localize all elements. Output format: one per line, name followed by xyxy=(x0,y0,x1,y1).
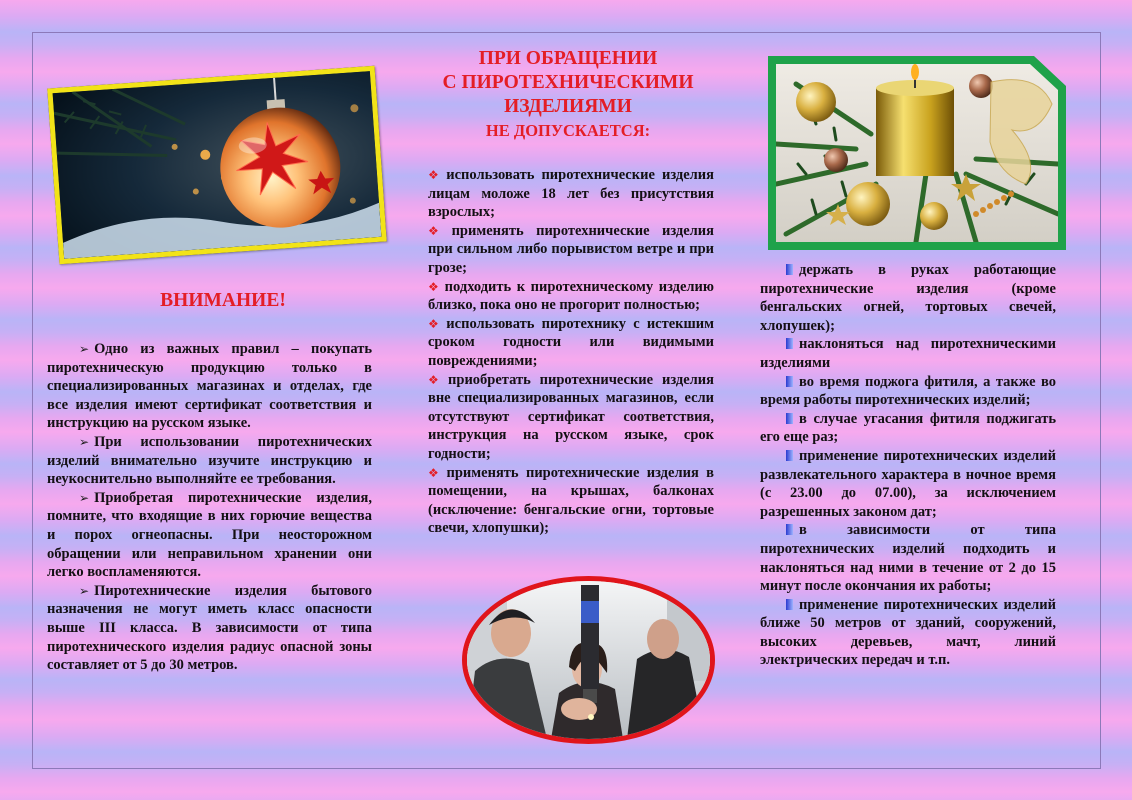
gold-ball xyxy=(920,202,948,230)
candle-flame xyxy=(911,64,919,80)
arrowhead-bullet-icon: ➢ xyxy=(79,434,90,449)
list-item-text: применение пиротехнических изделий ближе 50 метров от зданий, сооружений, высоких деревьев, мачт, линий электрических передач и т.п. xyxy=(760,596,1056,669)
list-item xyxy=(428,464,714,538)
list-item-text: При использовании пиротехнических изделий внимательно изучите инструкцию и неукоснительно выполняйте ее требования. xyxy=(47,433,372,488)
gold-ball xyxy=(846,182,890,226)
diamond-bullet-icon: ❖ xyxy=(428,316,443,331)
arrowhead-bullet-icon: ➢ xyxy=(79,490,90,505)
blue-square-bullet-icon xyxy=(786,413,793,424)
ornament-photo xyxy=(47,66,386,264)
heading-line: С ПИРОТЕХНИЧЕСКИМИ xyxy=(442,72,694,93)
gold-ball xyxy=(796,82,836,122)
list-item xyxy=(428,278,714,315)
people-illustration xyxy=(467,581,710,739)
diamond-bullet-icon: ❖ xyxy=(428,372,445,387)
firework-people-photo xyxy=(462,576,715,744)
bronze-ball xyxy=(969,74,993,98)
firework-rocket xyxy=(581,585,599,689)
blue-square-bullet-icon xyxy=(786,264,793,275)
heading-line: ПРИ ОБРАЩЕНИИ xyxy=(478,48,658,69)
blue-square-bullet-icon xyxy=(786,450,793,461)
heading-line: ИЗДЕЛИЯМИ xyxy=(504,96,632,117)
blue-square-bullet-icon xyxy=(786,376,793,387)
list-item xyxy=(47,433,372,489)
rocket-label xyxy=(581,601,599,623)
list-item xyxy=(47,582,372,675)
arrowhead-bullet-icon: ➢ xyxy=(79,342,90,356)
list-item xyxy=(760,596,1056,670)
list-item-text: использовать пиротехнические изделия лицам моложе 18 лет без присутствия взрослых; xyxy=(428,167,714,221)
list-item-text: в случае угасания фитиля поджигать его еще раз; xyxy=(760,410,1056,446)
gold-candle xyxy=(876,88,954,176)
list-item xyxy=(47,340,372,433)
prohibited-heading xyxy=(418,47,718,143)
list-item xyxy=(428,371,714,464)
list-item-text: приобретать пиротехнические изделия вне специализированных магазинов, если отсутствуют сертификат соответствия, инструкция на русском языке, срок годности; xyxy=(428,371,714,462)
diamond-bullet-icon: ❖ xyxy=(428,279,441,294)
list-item-text: подходить к пиротехническому изделию близко, пока оно не прогорит полностью; xyxy=(428,278,714,314)
list-item xyxy=(760,410,1056,447)
diamond-bullet-icon: ❖ xyxy=(428,223,448,238)
bronze-ball xyxy=(824,148,848,172)
person-right-face xyxy=(647,619,679,659)
diamond-bullet-icon: ❖ xyxy=(428,465,443,480)
list-item-text: держать в руках работающие пиротехнические изделия (кроме бенгальских огней, тортовых свечей, хлопушек); xyxy=(760,262,1056,334)
list-item xyxy=(47,489,372,582)
attention-heading: ВНИМАНИЕ! xyxy=(160,290,286,311)
spark xyxy=(588,714,594,720)
list-item-text: применять пиротехнические изделия при сильном либо порывистом ветре и при грозе; xyxy=(428,222,714,276)
list-item xyxy=(428,315,714,371)
list-item-text: в зависимости от типа пиротехнических изделий подходить и наклоняться над ними в течение от 2 до 15 минут после окончания их работы; xyxy=(760,522,1056,595)
diamond-bullet-icon: ❖ xyxy=(428,168,443,182)
list-item-text: Пиротехнические изделия бытового назначения не могут иметь класс опасности выше III класса. В зависимости от типа пиротехнического изделия радиус опасной зоны составляет от 5 до 30 метров. xyxy=(47,582,372,674)
list-item xyxy=(760,521,1056,595)
blue-square-bullet-icon xyxy=(786,524,793,535)
list-item-text: использовать пиротехнику с истекшим сроком годности или видимыми повреждениями; xyxy=(428,315,714,369)
candle-photo xyxy=(768,56,1066,250)
arrowhead-bullet-icon: ➢ xyxy=(79,583,90,598)
list-item xyxy=(760,447,1056,521)
list-item-text: Одно из важных правил – покупать пиротехническую продукцию только в специализированных магазинах и отделах, где все изделия имеют сертификат соответствия и инструкцию на русском языке. xyxy=(47,341,372,432)
list-item-text: применение пиротехнических изделий развлекательного характера в ночное время (с 23.00 до 07.00), за исключением разрешенных законом дат; xyxy=(760,447,1056,520)
list-item xyxy=(760,335,1056,372)
list-item xyxy=(760,261,1056,335)
heading-subline: НЕ ДОПУСКАЕТСЯ: xyxy=(485,121,651,140)
blue-square-bullet-icon xyxy=(786,338,793,349)
list-item-text: применять пиротехнические изделия в помещении, на крышах, балконах (исключение: бенгальские огни, тортовые свечи, хлопушки); xyxy=(428,464,714,537)
list-item-text: Приобретая пиротехнические изделия, помните, что входящие в них горючие вещества и порох огнеопасны. При неосторожном обращении или неправильном хранении они легко воспламеняются. xyxy=(47,489,372,581)
list-item xyxy=(428,222,714,278)
list-item xyxy=(760,373,1056,410)
list-item xyxy=(428,166,714,222)
blue-square-bullet-icon xyxy=(786,599,793,610)
ornament-illustration xyxy=(53,71,382,259)
left-rules-list xyxy=(47,340,372,675)
list-item-text: во время поджога фитиля, а также во время работы пиротехнических изделий; xyxy=(760,373,1056,409)
right-rules-list xyxy=(760,261,1056,670)
list-item-text: наклоняться над пиротехническими изделиями xyxy=(760,336,1056,371)
candle-illustration xyxy=(776,64,1058,242)
prohibited-list xyxy=(428,166,714,538)
